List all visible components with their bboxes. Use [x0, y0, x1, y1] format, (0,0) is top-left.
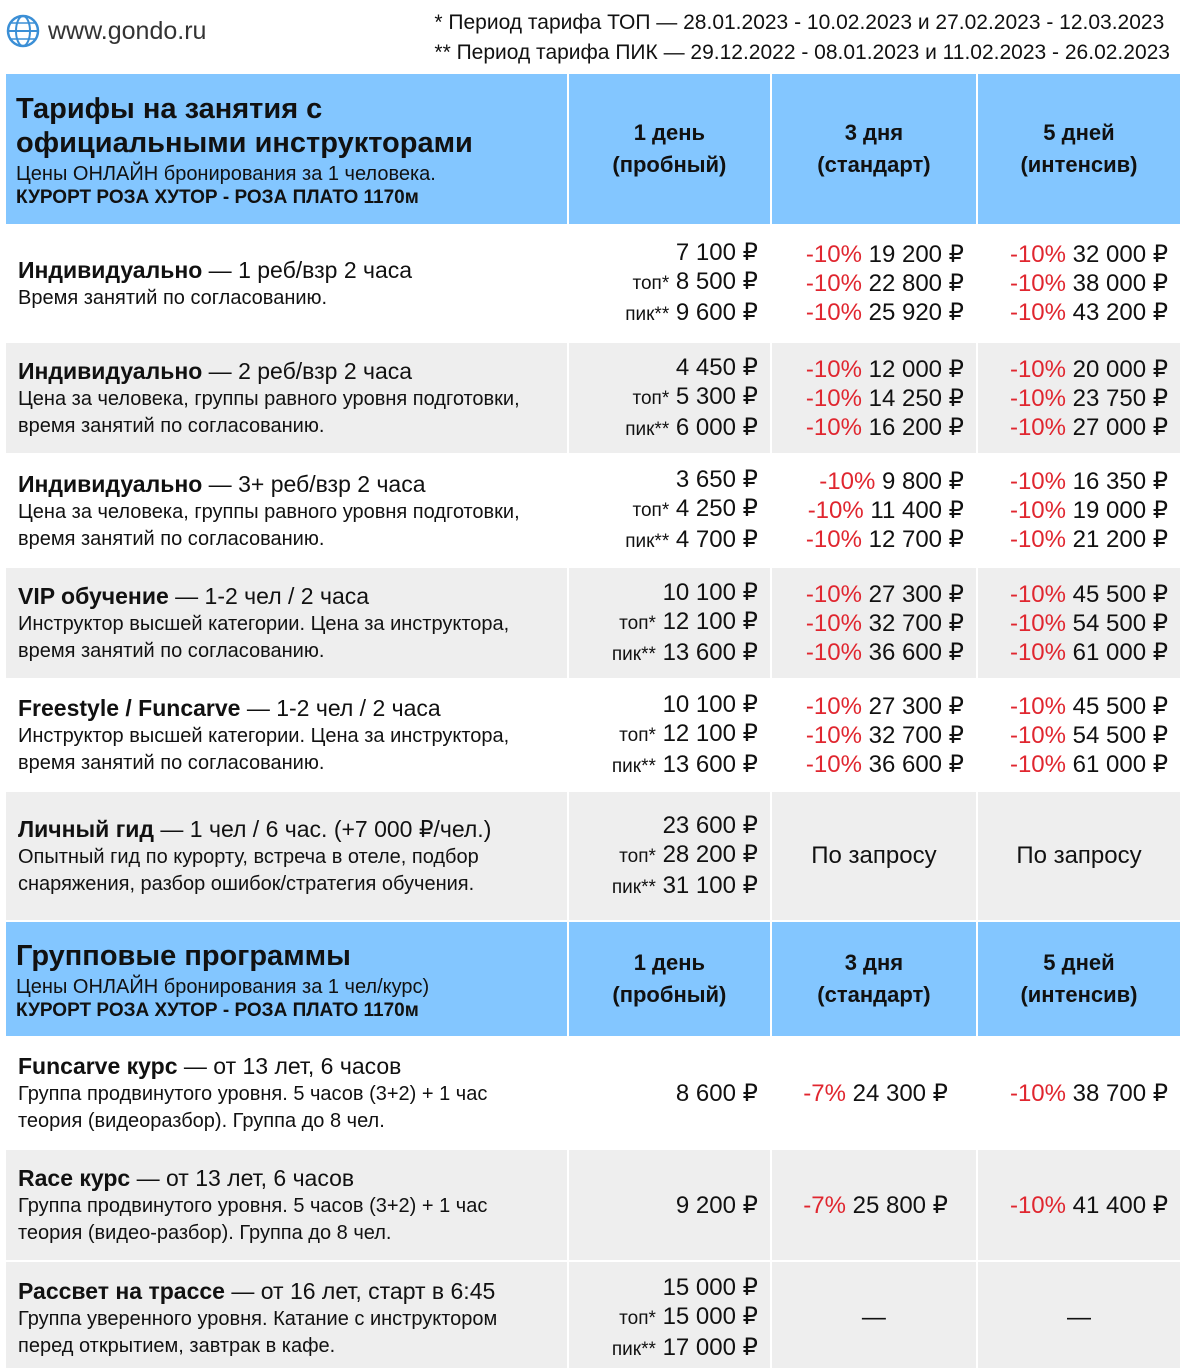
- on-request-text: По запросу: [1016, 842, 1142, 869]
- row-name: Индивидуально: [18, 358, 203, 384]
- price-line: [569, 578, 758, 607]
- price-value: 24 300 ₽: [852, 1079, 948, 1107]
- price-line: [978, 496, 1168, 525]
- section-title: Тарифы на занятия с официальными инструкторами: [16, 93, 473, 159]
- column-header-3days: 3 дня (стандарт): [772, 922, 976, 1036]
- section-subtitle: Цены ОНЛАЙН бронирования за 1 чел/курс): [16, 976, 430, 998]
- peak-tag: пик**: [625, 418, 670, 440]
- price-value: 38 000 ₽: [1072, 270, 1168, 297]
- price-cell-1day: [569, 1150, 770, 1260]
- price-value: 43 200 ₽: [1072, 299, 1168, 326]
- row-description: [6, 343, 567, 453]
- price-cell-1day: [569, 792, 770, 920]
- price-value: 16 350 ₽: [1072, 468, 1168, 495]
- price-cell-1day: [569, 343, 770, 453]
- price-value: 20 000 ₽: [1072, 355, 1168, 383]
- price-value: 12 700 ₽: [868, 526, 964, 553]
- price-cell-3days: [772, 1150, 976, 1260]
- price-value: 5 300 ₽: [675, 382, 758, 410]
- row-desc: Группа продвинутого уровня. 5 часов (3+2) + 1 час теория (видео-разбор). Группа до 8 чел.: [18, 1195, 488, 1244]
- price-cell-3days: [772, 226, 976, 341]
- row-description: [6, 1150, 567, 1260]
- price-cell-1day: [569, 455, 770, 566]
- price-value: 54 500 ₽: [1072, 609, 1168, 637]
- price-line: [978, 692, 1168, 721]
- row-title: [18, 814, 553, 844]
- peak-tag: пик**: [611, 755, 656, 777]
- price-line: [569, 840, 758, 871]
- price-line: [569, 690, 758, 719]
- price-value: 27 300 ₽: [868, 580, 964, 608]
- row-name: Funcarve курс: [18, 1053, 178, 1079]
- price-line: [978, 750, 1168, 779]
- price-cell-1day: [569, 1038, 770, 1148]
- price-cell-5days: [978, 680, 1180, 790]
- section-rows: [6, 1038, 1180, 1368]
- price-line: [978, 355, 1168, 384]
- row-name: Индивидуально: [18, 470, 203, 497]
- price-cell-5days: [978, 455, 1180, 566]
- price-line: [772, 269, 964, 298]
- price-value: 13 600 ₽: [662, 638, 758, 666]
- price-cell-3days: [772, 343, 976, 453]
- discount-label: -10%: [1009, 355, 1066, 383]
- row-name: Race курс: [18, 1165, 131, 1191]
- price-value: 23 600 ₽: [662, 811, 758, 839]
- section-subtitle: Цены ОНЛАЙН бронирования за 1 человека.: [16, 163, 436, 185]
- discount-label: -10%: [805, 750, 862, 778]
- price-value: 45 500 ₽: [1072, 692, 1168, 720]
- price-value: 19 000 ₽: [1072, 497, 1168, 524]
- price-cell-1day: [569, 680, 770, 790]
- price-cell-3days: [772, 455, 976, 566]
- row-extra: — 1-2 чел / 2 часа: [168, 583, 370, 609]
- site-url[interactable]: www.gondo.ru: [48, 16, 207, 45]
- price-line: [978, 298, 1168, 327]
- row-title: [18, 581, 553, 611]
- price-cell-5days: [978, 226, 1180, 341]
- row-name: Freestyle / Funcarve: [18, 695, 241, 721]
- price-line: [978, 269, 1168, 298]
- price-line: [978, 467, 1168, 496]
- price-value: 10 100 ₽: [662, 578, 758, 606]
- discount-label: -10%: [1009, 1079, 1066, 1107]
- price-line: [772, 525, 964, 554]
- discount-label: -10%: [1009, 241, 1066, 268]
- price-line: [569, 1302, 758, 1333]
- row-extra: — от 13 лет, 6 часов: [177, 1053, 402, 1079]
- price-line: [772, 384, 964, 413]
- discount-label: -10%: [805, 384, 862, 412]
- discount-label: -7%: [803, 1079, 846, 1107]
- row-name: Личный гид: [18, 816, 155, 842]
- price-value: 31 100 ₽: [662, 871, 758, 899]
- discount-label: -7%: [803, 1191, 846, 1219]
- discount-label: -10%: [805, 638, 862, 666]
- price-line: [772, 609, 964, 638]
- price-line: [978, 240, 1168, 269]
- price-cell-3days: [772, 792, 976, 920]
- discount-label: -10%: [1009, 580, 1066, 608]
- section-resort: КУРОРТ РОЗА ХУТОР - РОЗА ПЛАТО 1170м: [16, 187, 419, 208]
- price-line: [772, 750, 964, 779]
- discount-label: -10%: [807, 497, 864, 524]
- top-tag: топ*: [632, 500, 670, 521]
- price-value: 41 400 ₽: [1072, 1191, 1168, 1219]
- price-line: [569, 607, 758, 638]
- price-line: [978, 525, 1168, 554]
- price-line: [978, 580, 1168, 609]
- price-value: 15 000 ₽: [662, 1273, 758, 1301]
- price-line: [569, 413, 758, 444]
- price-value: 3 650 ₽: [675, 466, 758, 493]
- price-line: [569, 811, 758, 840]
- price-value: 12 100 ₽: [662, 719, 758, 747]
- price-cell-1day: [569, 226, 770, 341]
- discount-label: -10%: [1009, 721, 1066, 749]
- discount-label: -10%: [1009, 692, 1066, 720]
- price-value: 9 600 ₽: [675, 299, 758, 326]
- row-description: [6, 568, 567, 678]
- price-line: [569, 494, 758, 525]
- row-title: [18, 356, 553, 386]
- row-name: Индивидуально: [18, 257, 203, 283]
- price-line: [978, 609, 1168, 638]
- row-description: [6, 226, 567, 341]
- section-resort: КУРОРТ РОЗА ХУТОР - РОЗА ПЛАТО 1170м: [16, 1000, 419, 1021]
- price-value: 54 500 ₽: [1072, 721, 1168, 749]
- price-line: [772, 638, 964, 667]
- table-row: [6, 1262, 1180, 1368]
- peak-tag: пик**: [625, 304, 670, 325]
- discount-label: -10%: [1009, 526, 1066, 553]
- price-value: 25 920 ₽: [868, 299, 964, 326]
- row-extra: — 2 реб/взр 2 часа: [202, 358, 413, 384]
- price-line: [978, 721, 1168, 750]
- on-request-text: По запросу: [811, 842, 937, 869]
- discount-label: -10%: [805, 241, 862, 268]
- price-line: [772, 413, 964, 442]
- row-title: [18, 1163, 553, 1193]
- note-peak-period: ** Период тарифа ПИК — 29.12.2022 - 08.01.2023 и 11.02.2023 - 26.02.2023: [434, 41, 1170, 64]
- price-value: 32 700 ₽: [868, 721, 964, 749]
- site-logo[interactable]: [6, 14, 206, 48]
- price-line: [978, 413, 1168, 442]
- price-line: [569, 1333, 758, 1364]
- price-value: 21 200 ₽: [1072, 526, 1168, 553]
- row-title: [18, 1051, 553, 1081]
- tariff-notes: [434, 8, 1170, 68]
- price-value: 27 300 ₽: [868, 692, 964, 720]
- row-title: [18, 693, 553, 723]
- price-line: [569, 719, 758, 750]
- table-row: [6, 1038, 1180, 1148]
- top-tag: топ*: [632, 273, 670, 294]
- price-line: [569, 267, 758, 298]
- price-value: 27 000 ₽: [1072, 413, 1168, 441]
- price-cell-1day: [569, 1262, 770, 1368]
- price-cell-3days: [772, 1038, 976, 1148]
- top-tag: топ*: [619, 612, 656, 634]
- price-value: 17 000 ₽: [662, 1333, 758, 1361]
- section-header: [6, 922, 1180, 1036]
- price-value: 32 000 ₽: [1072, 241, 1168, 268]
- price-line: [569, 638, 758, 669]
- price-value: 11 400 ₽: [870, 497, 964, 524]
- price-line: [569, 465, 758, 494]
- peak-tag: пик**: [625, 531, 670, 552]
- price-cell-3days: [772, 1262, 976, 1368]
- price-line: [772, 692, 964, 721]
- price-line: [569, 750, 758, 781]
- row-title: [18, 255, 553, 285]
- row-name: VIP обучение: [18, 583, 169, 609]
- discount-label: -10%: [819, 468, 876, 495]
- peak-tag: пик**: [611, 1338, 656, 1360]
- row-desc: Группа продвинутого уровня. 5 часов (3+2) + 1 час теория (видеоразбор). Группа до 8 чел.: [18, 1083, 488, 1132]
- price-value: 61 000 ₽: [1072, 750, 1168, 778]
- price-cell-5days: [978, 568, 1180, 678]
- price-line: [569, 525, 758, 556]
- top-tag: топ*: [619, 845, 656, 867]
- price-value: 36 600 ₽: [868, 750, 964, 778]
- top-tag: топ*: [619, 1307, 656, 1329]
- row-description: [6, 792, 567, 920]
- discount-label: -10%: [805, 526, 862, 553]
- discount-label: -10%: [805, 299, 862, 326]
- price-value: 9 200 ₽: [675, 1191, 758, 1219]
- top-tag: топ*: [632, 387, 670, 409]
- column-header-3days: 3 дня (стандарт): [772, 74, 976, 224]
- top-bar: [0, 0, 1186, 72]
- price-line: [772, 355, 964, 384]
- row-extra: — 1 реб/взр 2 часа: [202, 257, 413, 283]
- discount-label: -10%: [1009, 497, 1066, 524]
- discount-label: -10%: [1009, 384, 1066, 412]
- row-description: [6, 1262, 567, 1368]
- row-desc: Цена за человека, группы равного уровня подготовки, время занятий по согласованию.: [18, 388, 520, 437]
- price-value: 4 700 ₽: [675, 526, 758, 553]
- table-row: [6, 1150, 1180, 1260]
- discount-label: -10%: [805, 609, 862, 637]
- table-row: [6, 792, 1180, 920]
- discount-label: -10%: [1009, 270, 1066, 297]
- price-value: 8 500 ₽: [675, 268, 758, 295]
- column-header-5days: 5 дней (интенсив): [978, 74, 1180, 224]
- column-header-1day: 1 день (пробный): [569, 922, 770, 1036]
- discount-label: -10%: [805, 413, 862, 441]
- row-desc: Инструктор высшей категории. Цена за инструктора, время занятий по согласованию.: [18, 725, 510, 774]
- price-value: 4 450 ₽: [675, 353, 758, 381]
- price-value: 9 800 ₽: [881, 468, 964, 495]
- price-line: [978, 638, 1168, 667]
- row-desc: Инструктор высшей категории. Цена за инструктора, время занятий по согласованию.: [18, 613, 510, 662]
- column-header-1day: 1 день (пробный): [569, 74, 770, 224]
- price-value: 22 800 ₽: [868, 270, 964, 297]
- discount-label: -10%: [805, 580, 862, 608]
- price-value: 38 700 ₽: [1072, 1079, 1168, 1107]
- section-header: [6, 74, 1180, 224]
- price-cell-5days: [978, 1150, 1180, 1260]
- note-top-period: * Период тарифа ТОП — 28.01.2023 - 10.02.2023 и 27.02.2023 - 12.03.2023: [434, 11, 1165, 34]
- price-value: 28 200 ₽: [662, 840, 758, 868]
- row-description: [6, 680, 567, 790]
- on-request-text: —: [1066, 1304, 1091, 1331]
- table-row: [6, 680, 1180, 790]
- globe-icon: [6, 14, 40, 48]
- discount-label: -10%: [805, 721, 862, 749]
- price-cell-3days: [772, 568, 976, 678]
- row-title: [18, 1276, 553, 1306]
- price-line: [772, 240, 964, 269]
- price-value: 15 000 ₽: [662, 1302, 758, 1330]
- top-tag: топ*: [619, 724, 656, 746]
- row-extra: — от 13 лет, 6 часов: [130, 1165, 355, 1191]
- table-row: [6, 568, 1180, 678]
- row-extra: — 1 чел / 6 час. (+7 000 ₽/чел.): [154, 816, 492, 842]
- price-cell-1day: [569, 568, 770, 678]
- price-line: [772, 298, 964, 327]
- price-line: [569, 238, 758, 267]
- discount-label: -10%: [1009, 413, 1066, 441]
- price-value: 6 000 ₽: [675, 413, 758, 441]
- discount-label: -10%: [1009, 750, 1066, 778]
- price-value: 8 600 ₽: [675, 1079, 758, 1107]
- section-rows: [6, 226, 1180, 920]
- price-line: [569, 871, 758, 902]
- discount-label: -10%: [1009, 1191, 1066, 1219]
- discount-label: -10%: [805, 692, 862, 720]
- discount-label: -10%: [805, 355, 862, 383]
- price-value: 23 750 ₽: [1072, 384, 1168, 412]
- price-value: 32 700 ₽: [868, 609, 964, 637]
- row-name: Рассвет на трассе: [18, 1278, 225, 1304]
- row-description: [6, 1038, 567, 1148]
- table-row: [6, 226, 1180, 341]
- price-cell-5days: [978, 343, 1180, 453]
- row-desc: Опытный гид по курорту, встреча в отеле, подбор снаряжения, разбор ошибок/стратегия обучения.: [18, 846, 479, 895]
- price-cell-5days: [978, 792, 1180, 920]
- price-line: [569, 298, 758, 329]
- price-value: 4 250 ₽: [675, 495, 758, 522]
- row-title: [18, 469, 553, 499]
- price-line: [978, 384, 1168, 413]
- price-line: [772, 496, 964, 525]
- row-description: [6, 455, 567, 566]
- price-value: 25 800 ₽: [852, 1191, 948, 1219]
- table-row: [6, 343, 1180, 453]
- section-title: Групповые программы: [16, 940, 351, 972]
- discount-label: -10%: [805, 270, 862, 297]
- section-title-cell: [6, 74, 567, 224]
- price-line: [569, 382, 758, 413]
- price-value: 14 250 ₽: [868, 384, 964, 412]
- price-value: 10 100 ₽: [662, 690, 758, 718]
- section-title-cell: [6, 922, 567, 1036]
- price-value: 12 000 ₽: [868, 355, 964, 383]
- price-value: 7 100 ₽: [675, 239, 758, 266]
- discount-label: -10%: [1009, 468, 1066, 495]
- column-header-5days: 5 дней (интенсив): [978, 922, 1180, 1036]
- price-cell-5days: [978, 1038, 1180, 1148]
- price-value: 61 000 ₽: [1072, 638, 1168, 666]
- row-extra: — 1-2 чел / 2 часа: [240, 695, 441, 721]
- price-value: 13 600 ₽: [662, 750, 758, 778]
- price-table: [4, 72, 1182, 1368]
- peak-tag: пик**: [611, 643, 656, 665]
- row-extra: — от 16 лет, старт в 6:45: [224, 1278, 496, 1304]
- price-line: [772, 580, 964, 609]
- price-cell-5days: [978, 1262, 1180, 1368]
- price-value: 12 100 ₽: [662, 607, 758, 635]
- discount-label: -10%: [1009, 299, 1066, 326]
- row-extra: — 3+ реб/взр 2 часа: [202, 470, 426, 497]
- row-desc: Группа уверенного уровня. Катание с инструктором перед открытием, завтрак в кафе.: [18, 1308, 498, 1357]
- price-line: [772, 721, 964, 750]
- peak-tag: пик**: [611, 876, 656, 898]
- discount-label: -10%: [1009, 609, 1066, 637]
- price-value: 36 600 ₽: [868, 638, 964, 666]
- row-desc: Время занятий по согласованию.: [18, 287, 328, 309]
- price-value: 45 500 ₽: [1072, 580, 1168, 608]
- price-line: [569, 1273, 758, 1302]
- row-desc: Цена за человека, группы равного уровня подготовки, время занятий по согласованию.: [18, 500, 520, 550]
- price-line: [569, 353, 758, 382]
- table-row: [6, 455, 1180, 566]
- price-line: [772, 467, 964, 496]
- discount-label: -10%: [1009, 638, 1066, 666]
- price-cell-3days: [772, 680, 976, 790]
- on-request-text: —: [861, 1304, 886, 1331]
- price-value: 16 200 ₽: [868, 413, 964, 441]
- price-value: 19 200 ₽: [868, 241, 964, 268]
